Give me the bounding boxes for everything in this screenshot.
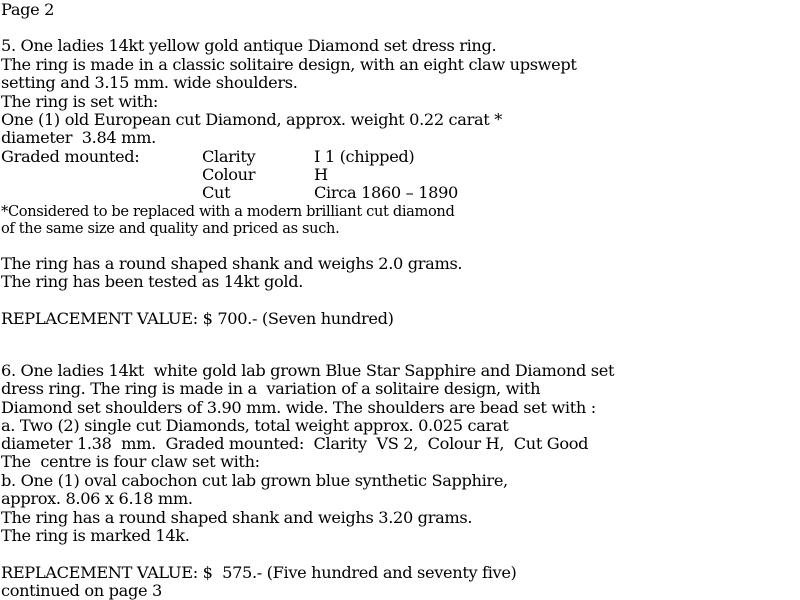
item-6-description-line: a. Two (2) single cut Diamonds, total weight approx. 0.025 carat xyxy=(1,416,509,435)
item-6-description-line: dress ring. The ring is made in a variation of a solitaire design, with xyxy=(1,379,541,398)
item-5-shank-line: The ring has a round shaped shank and weighs 2.0 grams. xyxy=(1,254,463,273)
grade-value-clarity: I 1 (chipped) xyxy=(314,147,415,166)
item-6-description-line: The ring has a round shaped shank and weighs 3.20 grams. xyxy=(1,508,473,527)
grade-label-colour: Colour xyxy=(202,165,256,184)
item-6-replacement-value: REPLACEMENT VALUE: $ 575.- (Five hundred and seventy five) xyxy=(1,563,517,582)
item-6-description-line: approx. 8.06 x 6.18 mm. xyxy=(1,489,193,508)
graded-mounted-label: Graded mounted: xyxy=(1,147,140,166)
item-5-stone-line: One (1) old European cut Diamond, approx. weight 0.22 carat * xyxy=(1,110,502,129)
grade-value-cut: Circa 1860 – 1890 xyxy=(314,183,458,202)
item-6-description-line: diameter 1.38 mm. Graded mounted: Clarity VS 2, Colour H, Cut Good xyxy=(1,434,589,453)
item-6-title: 6. One ladies 14kt white gold lab grown Blue Star Sapphire and Diamond set xyxy=(1,361,615,380)
item-6-description-line: The centre is four claw set with: xyxy=(1,452,260,471)
item-5-set-with: The ring is set with: xyxy=(1,92,159,111)
item-5-stone-line: diameter 3.84 mm. xyxy=(1,128,156,147)
grade-label-clarity: Clarity xyxy=(202,147,256,166)
page-header: Page 2 xyxy=(1,0,55,19)
item-5-title: 5. One ladies 14kt yellow gold antique Diamond set dress ring. xyxy=(1,36,497,55)
item-5-tested-line: The ring has been tested as 14kt gold. xyxy=(1,272,304,291)
item-5-note-line: *Considered to be replaced with a modern brilliant cut diamond xyxy=(1,203,455,220)
item-6-description-line: The ring is marked 14k. xyxy=(1,526,190,545)
item-5-note-line: of the same size and quality and priced as such. xyxy=(1,220,340,237)
item-5-replacement-value: REPLACEMENT VALUE: $ 700.- (Seven hundred) xyxy=(1,309,394,328)
grade-value-colour: H xyxy=(314,165,328,184)
item-6-description-line: Diamond set shoulders of 3.90 mm. wide. The shoulders are bead set with : xyxy=(1,398,596,417)
item-5-description-line: The ring is made in a classic solitaire design, with an eight claw upswept xyxy=(1,55,577,74)
item-6-description-line: b. One (1) oval cabochon cut lab grown blue synthetic Sapphire, xyxy=(1,471,508,490)
grade-label-cut: Cut xyxy=(202,183,231,202)
item-5-description-line: setting and 3.15 mm. wide shoulders. xyxy=(1,73,298,92)
continued-note: continued on page 3 xyxy=(1,581,162,600)
